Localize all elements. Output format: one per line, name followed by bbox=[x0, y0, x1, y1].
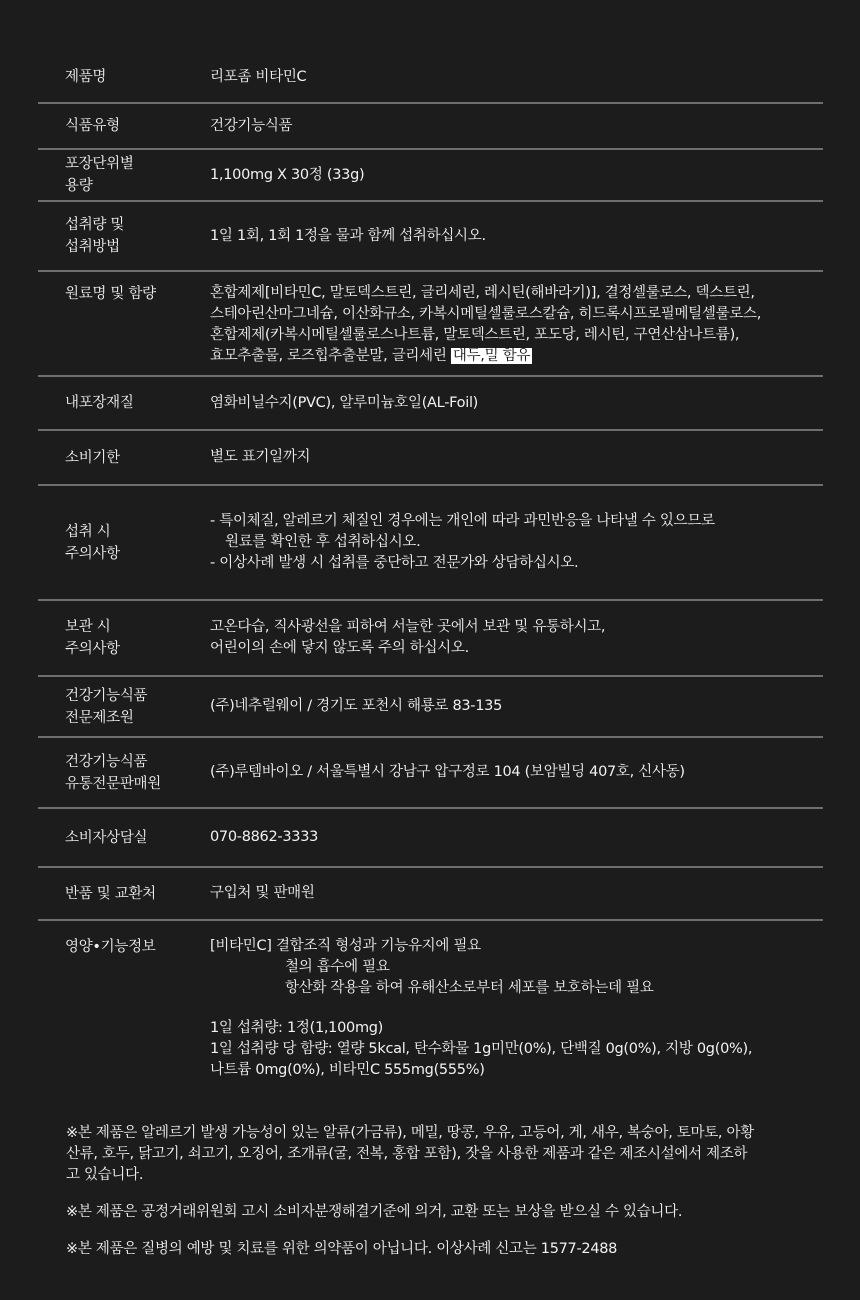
row-value: 염화비닐수지(PVC), 알루미늄호일(AL-Foil) bbox=[210, 394, 479, 411]
row-label: 내포장재질 bbox=[65, 395, 134, 411]
table-row bbox=[38, 377, 823, 431]
table-row bbox=[38, 486, 823, 601]
table-row bbox=[38, 677, 823, 738]
row-value: 1,100mg X 30정 (33g) bbox=[210, 166, 365, 183]
table-row bbox=[38, 431, 823, 486]
row-value: (주)루템바이오 / 서울특별시 강남구 압구정로 104 (보암빌딩 407호, 신사동) bbox=[210, 764, 685, 780]
row-value: 고온다습, 직사광선을 피하여 서늘한 곳에서 보관 및 유통하시고, 어린이의 손에 닿지 않도록 주의 하십시오. bbox=[210, 619, 606, 656]
medicine-disclaimer: ※본 제품은 질병의 예방 및 치료를 위한 의약품이 아닙니다. 이상사례 신고는 1577-2488 bbox=[66, 1241, 618, 1257]
row-label: 섭취량 및 섭취방법 bbox=[65, 217, 125, 255]
row-value: [비타민C] 결합조직 형성과 기능유지에 필요 철의 흡수에 필요 항산화 작용을 하여 유해산소로부터 세포를 보호하는데 필요 1일 섭취량: 1정(1,100mg) 1일 섭취량 당 함량: 열량 5kcal, 탄수화물 1g미만(0%), 단백질 0g(0%), 지방 0g(0%), 나트륨 0mg(0%), 비타민C 555mg(555%) bbox=[210, 938, 753, 1078]
compensation-notice: ※본 제품은 공정거래위원회 고시 소비자분쟁해결기준에 의거, 교환 또는 보상을 받으실 수 있습니다. bbox=[66, 1204, 683, 1220]
row-label: 제품명 bbox=[65, 69, 107, 85]
row-value: 리포좀 비타민C bbox=[210, 68, 307, 85]
table-row bbox=[38, 738, 823, 809]
row-label: 건강기능식품 유통전문판매원 bbox=[65, 753, 161, 792]
row-label: 반품 및 교환처 bbox=[65, 885, 156, 902]
row-value: (주)네추럴웨이 / 경기도 포천시 해룡로 83-135 bbox=[210, 698, 503, 714]
table-row bbox=[38, 921, 823, 1101]
notice-section bbox=[66, 1123, 826, 1276]
row-label: 원료명 및 함량 bbox=[65, 286, 156, 302]
table-row bbox=[38, 809, 823, 868]
row-value: 구입처 및 판매원 bbox=[210, 885, 315, 901]
row-value: 혼합제제[비타민C, 말토덱스트린, 글리세린, 레시틴(해바라기)], 결정셀룰로스, 덱스트린, 스테아린산마그네슘, 이산화규소, 카복시메틸셀룰로스칼슘, 히드록시프로필메틸셀룰로스, 혼합제제(카복시메틸셀룰로스나트륨, 말토덱스트린, 포도당, 레시틴, 구연산삼나트륨), 효모추출물, 로즈힙추출분말, 글리세린 대두,밀 함유 bbox=[210, 285, 762, 364]
row-value: 1일 1회, 1회 1정을 물과 함께 섭취하십시오. bbox=[210, 227, 486, 244]
allergen-notice: ※본 제품은 알레르기 발생 가능성이 있는 알류(가금류), 메밀, 땅콩, 우유, 고등어, 게, 새우, 복숭아, 토마토, 아황 산류, 호두, 닭고기, 쇠고기, 오징어, 조개류(굴, 전복, 홍합 포함), 잣을 사용한 제품과 같은 제조시설에서 제조하 고 있습니다. bbox=[66, 1125, 754, 1183]
allergen-highlight: 대두,밀 함유 bbox=[452, 348, 531, 364]
table-row bbox=[38, 868, 823, 921]
row-value: - 특이체질, 알레르기 체질인 경우에는 개인에 따라 과민반응을 나타낼 수 있으므로 원료를 확인한 후 섭취하십시오. - 이상사례 발생 시 섭취를 중단하고 전문가와 상담하십시오. bbox=[210, 513, 715, 571]
row-value: 별도 표기일까지 bbox=[210, 449, 311, 465]
table-row bbox=[38, 601, 823, 677]
table-row bbox=[38, 150, 823, 202]
row-label: 식품유형 bbox=[65, 118, 120, 134]
row-label: 섭취 시 주의사항 bbox=[65, 523, 120, 562]
row-value: 070-8862-3333 bbox=[210, 829, 319, 845]
table-row bbox=[38, 202, 823, 272]
row-label: 소비기한 bbox=[65, 449, 120, 466]
row-label: 포장단위별 용량 bbox=[65, 156, 134, 194]
table-row bbox=[38, 52, 823, 104]
table-row bbox=[38, 272, 823, 377]
row-label: 보관 시 주의사항 bbox=[65, 619, 120, 657]
row-value: 건강기능식품 bbox=[210, 117, 293, 134]
row-label: 건강기능식품 전문제조원 bbox=[65, 687, 148, 726]
row-label: 소비자상담실 bbox=[65, 829, 148, 846]
row-label: 영양•기능정보 bbox=[65, 939, 156, 955]
table-row bbox=[38, 104, 823, 150]
